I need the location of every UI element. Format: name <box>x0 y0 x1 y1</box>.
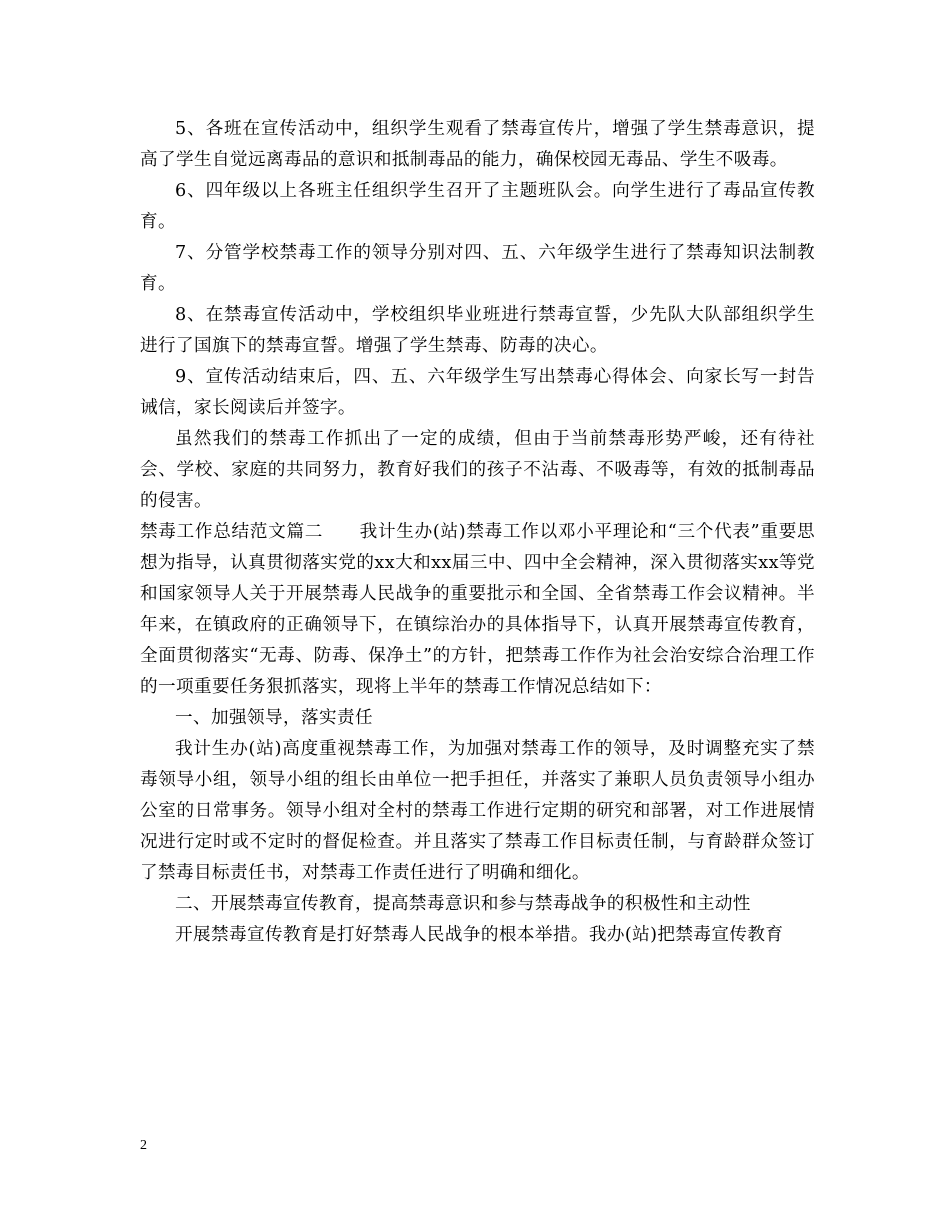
paragraph-section-two-intro: 禁毒工作总结范文篇二 我计生办(站)禁毒工作以邓小平理论和“三个代表”重要思想为指导，认真贯彻落实党的xx大和xx届三中、四中全会精神，深入贯彻落实xx等党和国家领导人关于开展禁毒人民战争的重要批示和全国、全省禁毒工作会议精神。半年来，在镇政府的正确领导下，在镇综治办的具体指导下，认真开展禁毒宣传教育，全面贯彻落实“无毒、防毒、保净土”的方针，把禁毒工作作为社会治安综合治理工作的一项重要任务狠抓落实，现将上半年的禁毒工作情况总结如下： <box>140 522 815 697</box>
paragraph-conclusion: 虽然我们的禁毒工作抓出了一定的成绩，但由于当前禁毒形势严峻，还有待社会、学校、家庭的共同努力，教育好我们的孩子不沾毒、不吸毒等，有效的抵制毒品的侵害。 <box>140 429 815 511</box>
document-body <box>140 114 815 951</box>
paragraph-item-9: 9、宣传活动结束后，四、五、六年级学生写出禁毒心得体会、向家长写一封告诫信，家长阅读后并签字。 <box>140 367 815 418</box>
paragraph-item-5: 5、各班在宣传活动中，组织学生观看了禁毒宣传片，增强了学生禁毒意识，提高了学生自觉远离毒品的意识和抵制毒品的能力，确保校园无毒品、学生不吸毒。 <box>140 119 815 170</box>
paragraph-leadership: 我计生办(站)高度重视禁毒工作，为加强对禁毒工作的领导，及时调整充实了禁毒领导小组，领导小组的组长由单位一把手担任，并落实了兼职人员负责领导小组办公室的日常事务。领导小组对全村的禁毒工作进行定期的研究和部署，对工作进展情况进行定时或不定时的督促检查。并且落实了禁毒工作目标责任制，与育龄群众签订了禁毒目标责任书，对禁毒工作责任进行了明确和细化。 <box>140 739 815 883</box>
page-number: 2 <box>140 1138 147 1153</box>
paragraph-item-8: 8、在禁毒宣传活动中，学校组织毕业班进行禁毒宣誓，少先队大队部组织学生进行了国旗下的禁毒宣誓。增强了学生禁毒、防毒的决心。 <box>140 305 815 356</box>
heading-leadership: 一、加强领导，落实责任 <box>175 708 373 728</box>
paragraph-item-7: 7、分管学校禁毒工作的领导分别对四、五、六年级学生进行了禁毒知识法制教育。 <box>140 243 815 294</box>
paragraph-item-6: 6、四年级以上各班主任组织学生召开了主题班队会。向学生进行了毒品宣传教育。 <box>140 181 815 232</box>
heading-education: 二、开展禁毒宣传教育，提高禁毒意识和参与禁毒战争的积极性和主动性 <box>175 894 751 914</box>
paragraph-education: 开展禁毒宣传教育是打好禁毒人民战争的根本举措。我办(站)把禁毒宣传教育 <box>175 925 784 945</box>
